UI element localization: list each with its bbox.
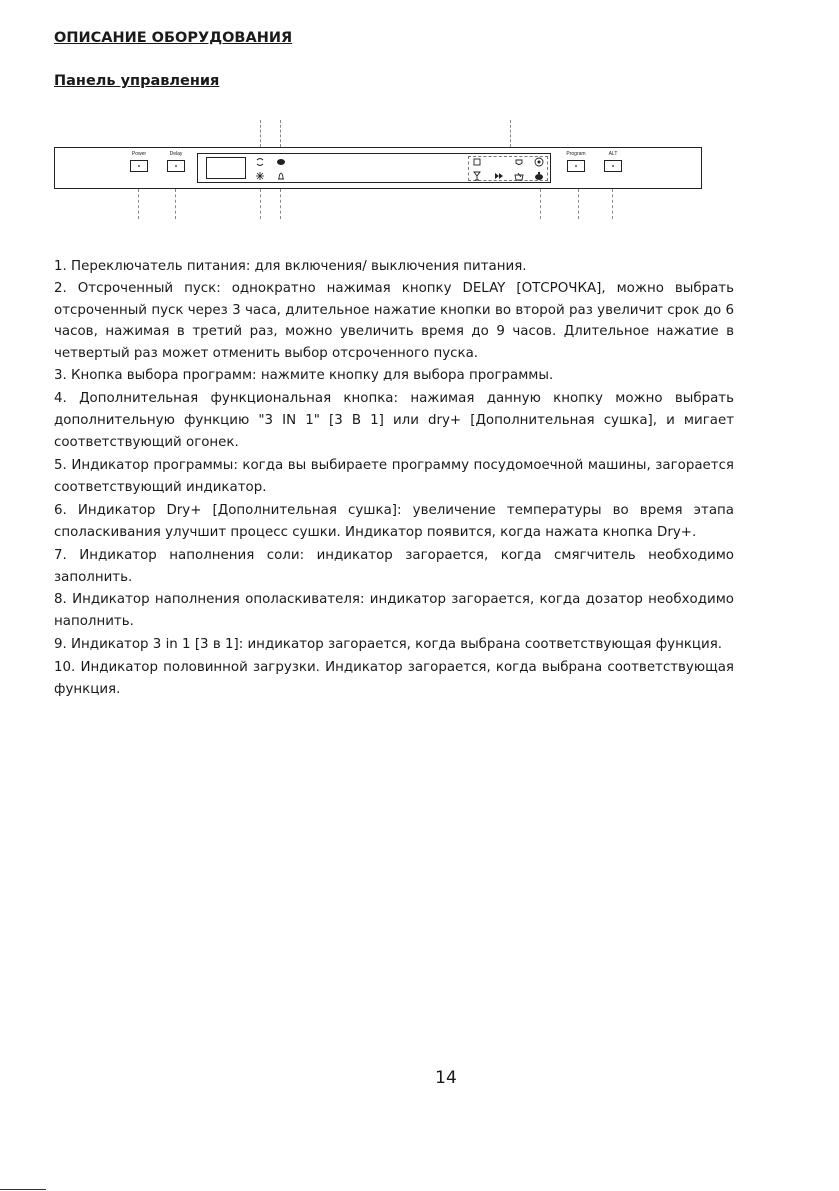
subsection-title: Панель управления xyxy=(54,73,220,89)
salt-icon xyxy=(255,157,265,167)
plate-icon xyxy=(472,157,482,167)
program-button-label: Program xyxy=(566,151,586,157)
leader-line xyxy=(138,189,139,219)
rinse-aid-icon xyxy=(276,157,286,167)
list-item: 7. Индикатор наполнения соли: индикатор загорается, когда смягчитель необходимо заполнить. xyxy=(54,548,734,586)
list-item: 5. Индикатор программы: когда вы выбираете программу посудомоечной машины, загорается соответствующий индикатор. xyxy=(54,458,734,495)
cup-icon xyxy=(514,157,524,167)
display-panel xyxy=(197,153,551,183)
glass-icon xyxy=(472,171,482,181)
leader-line xyxy=(612,189,613,219)
list-item: 6. Индикатор Dry+ [Дополнительная сушка]: увеличение температуры во время этапа споласкивания улучшит процесс сушки. Индикатор появится, когда нажата кнопка Dry+. xyxy=(54,503,734,541)
three-in-one-icon xyxy=(534,157,544,167)
list-item: 4. Дополнительная функциональная кнопка: нажимая данную кнопку можно выбрать дополнительную функцию "3 IN 1" [3 В 1] или dry+ [Дополнительная сушка], и мигает соответствующий огонек. xyxy=(54,391,734,450)
alt-feature-icon xyxy=(276,171,286,181)
time-display xyxy=(206,157,246,179)
half-load-icon xyxy=(534,171,544,181)
control-panel-diagram xyxy=(54,120,704,220)
leader-line xyxy=(175,189,176,219)
list-item: 9. Индикатор 3 in 1 [3 в 1]: индикатор загорается, когда выбрана соответствующая функция. xyxy=(54,637,723,653)
pot-icon xyxy=(514,171,524,181)
list-item: 2. Отсроченный пуск: однократно нажимая кнопку DELAY [ОТСРОЧКА], можно выбрать отсроченный пуск через 3 часа, длительное нажатие кнопки во второй раз увеличит срок до 6 часов, нажимая в третий раз, можно увеличить время до 9 часов. Длительное нажатие в четвертый раз может отменить выбор отсроченного пуска. xyxy=(54,280,734,362)
program-button[interactable] xyxy=(567,160,585,172)
leader-line xyxy=(280,120,281,147)
leader-line xyxy=(280,189,281,219)
section-title: ОПИСАНИЕ ОБОРУДОВАНИЯ xyxy=(54,30,293,46)
description-list xyxy=(54,256,734,701)
delay-button-label: Delay xyxy=(169,151,183,157)
list-item: 8. Индикатор наполнения ополаскивателя: индикатор загорается, когда дозатор необходимо наполнить. xyxy=(54,591,734,629)
delay-button[interactable] xyxy=(167,160,185,172)
footer-rule xyxy=(0,1189,46,1190)
alt-button[interactable] xyxy=(604,160,622,172)
leader-line xyxy=(260,120,261,147)
list-item: 1. Переключатель питания: для включения/ выключения питания. xyxy=(54,259,527,274)
leader-line xyxy=(260,189,261,219)
leader-line xyxy=(510,120,511,147)
fast-forward-icon xyxy=(494,171,504,181)
leader-line xyxy=(578,189,579,219)
panel-outline xyxy=(54,147,702,189)
leader-line xyxy=(540,189,541,219)
list-item: 3. Кнопка выбора программ: нажмите кнопку для выбора программы. xyxy=(54,367,554,383)
dry-plus-icon xyxy=(255,171,265,181)
alt-button-label: ALT xyxy=(608,151,618,157)
power-button[interactable] xyxy=(130,160,148,172)
power-button-label: Power xyxy=(131,151,147,157)
page-number: 14 xyxy=(435,1068,457,1088)
list-item: 10. Индикатор половинной загрузки. Индикатор загорается, когда выбрана соответствующая функция. xyxy=(54,660,734,698)
